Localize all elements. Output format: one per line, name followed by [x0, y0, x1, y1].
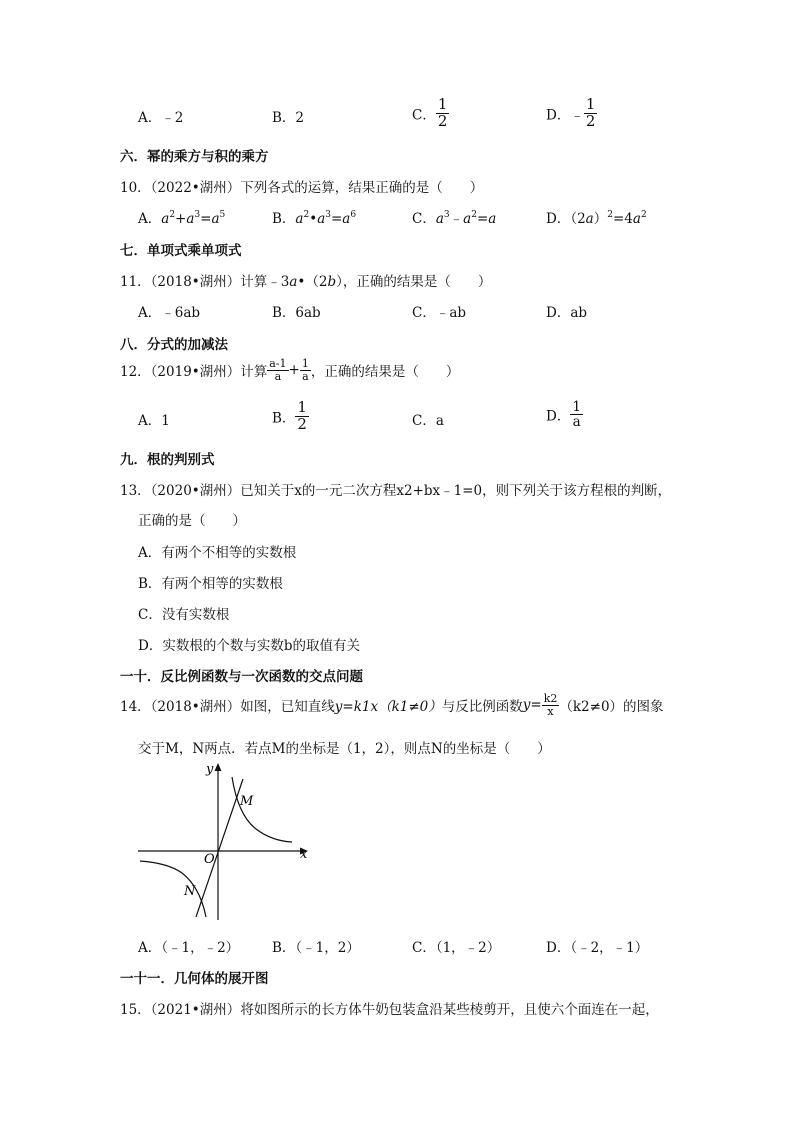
section-heading-6: 六．幂的乘方与积的乘方	[120, 149, 269, 165]
q12-option-d: D． $\frac{1}{a}$	[546, 399, 581, 431]
q10-option-c: C．$a^3﹣a^2=a$	[412, 210, 497, 227]
q10-option-a: A．$a^2+a^3=a^5$	[138, 210, 226, 227]
q11-option-d: D．ab	[546, 305, 588, 321]
hyperbola-branch-1	[232, 777, 292, 842]
q14-option-c: C．（1，﹣2）	[412, 940, 501, 956]
q14-option-d: D．（﹣2，﹣1）	[546, 940, 649, 956]
q11-option-c: C．﹣ab	[412, 305, 467, 321]
x-label: x	[300, 847, 308, 862]
q12-fraction-2: $\frac{1}{a}$	[301, 357, 309, 383]
y-label: y	[206, 762, 214, 777]
q13-option-c: C．没有实数根	[138, 607, 230, 623]
q14-function-fraction: $\frac{k2}{x}$	[543, 692, 558, 718]
q13-option-d: D．实数根的个数与实数b的取值有关	[138, 638, 360, 654]
hyperbola-branch-2	[140, 861, 206, 917]
q12-fraction-1: $\frac{a-1}{a}$	[269, 357, 287, 383]
q12-stem: 12．（2019•湖州）计算 $\frac{a-1}{a}$ + $\frac{1}{a}$ ，正确的结果是（ ）	[120, 357, 460, 383]
q12-option-a: A．1	[138, 413, 170, 429]
q14-stem-line-2: 交于M，N两点．若点M的坐标是（1，2），则点N的坐标是（ ）	[138, 741, 551, 757]
point-n-label: N	[184, 884, 196, 899]
q10-stem: 10．（2022•湖州）下列各式的运算，结果正确的是（ ）	[120, 180, 484, 196]
q9-option-c: C． $\frac{1}{2}$	[412, 95, 448, 130]
q12-option-b: B． $\frac{1}{2}$	[272, 398, 307, 433]
origin-label: O	[204, 852, 215, 867]
line-y-k1x	[196, 779, 243, 917]
q13-option-b: B．有两个相等的实数根	[138, 576, 283, 592]
q12-option-c: C．a	[412, 413, 444, 429]
q11-option-a: A．﹣6ab	[138, 305, 201, 321]
section-heading-9: 九．根的判别式	[120, 452, 215, 468]
section-heading-8: 八．分式的加减法	[120, 337, 228, 353]
section-heading-7: 七．单项式乘单项式	[120, 243, 242, 259]
q9-option-d: D．﹣ $\frac{1}{2}$	[546, 95, 596, 130]
q10-option-b: B．$a^2•a^3=a^6$	[272, 210, 357, 227]
q11-stem: 11．（2018•湖州）计算﹣3a•（2b），正确的结果是（ ）	[120, 274, 492, 290]
q14-stem-line-1: 14．（2018•湖州）如图，已知直线y=k1x（k1≠0）与反比例函数y= $\frac{k2}{x}$ （k2≠0）的图象	[120, 692, 664, 718]
q10-option-d: D．$(2a)^2=4a^2$	[546, 210, 647, 227]
q13-option-a: A．有两个不相等的实数根	[138, 545, 297, 561]
section-heading-10: 一十．反比例函数与一次函数的交点问题	[120, 669, 363, 685]
y-axis-arrow	[215, 763, 222, 771]
q11-option-b: B．6ab	[272, 305, 321, 321]
q13-stem-line-2: 正确的是（ ）	[138, 513, 246, 529]
q14-option-b: B．（﹣1，2）	[272, 940, 360, 956]
q14-option-a: A．（﹣1，﹣2）	[138, 940, 240, 956]
q9-option-b: B．2	[272, 110, 305, 126]
q14-graph	[130, 755, 320, 925]
point-m-label: M	[240, 794, 254, 809]
q13-stem-line-1: 13．（2020•湖州）已知关于x的一元二次方程x2+bx﹣1=0，则下列关于该方程根的判断，	[120, 483, 672, 499]
q9-option-a: A．﹣2	[138, 110, 184, 126]
section-heading-11: 一十一．几何体的展开图	[120, 971, 269, 987]
q15-stem: 15．（2021•湖州）将如图所示的长方体牛奶包装盒沿某些棱剪开，且使六个面连在一起，	[120, 1002, 659, 1018]
